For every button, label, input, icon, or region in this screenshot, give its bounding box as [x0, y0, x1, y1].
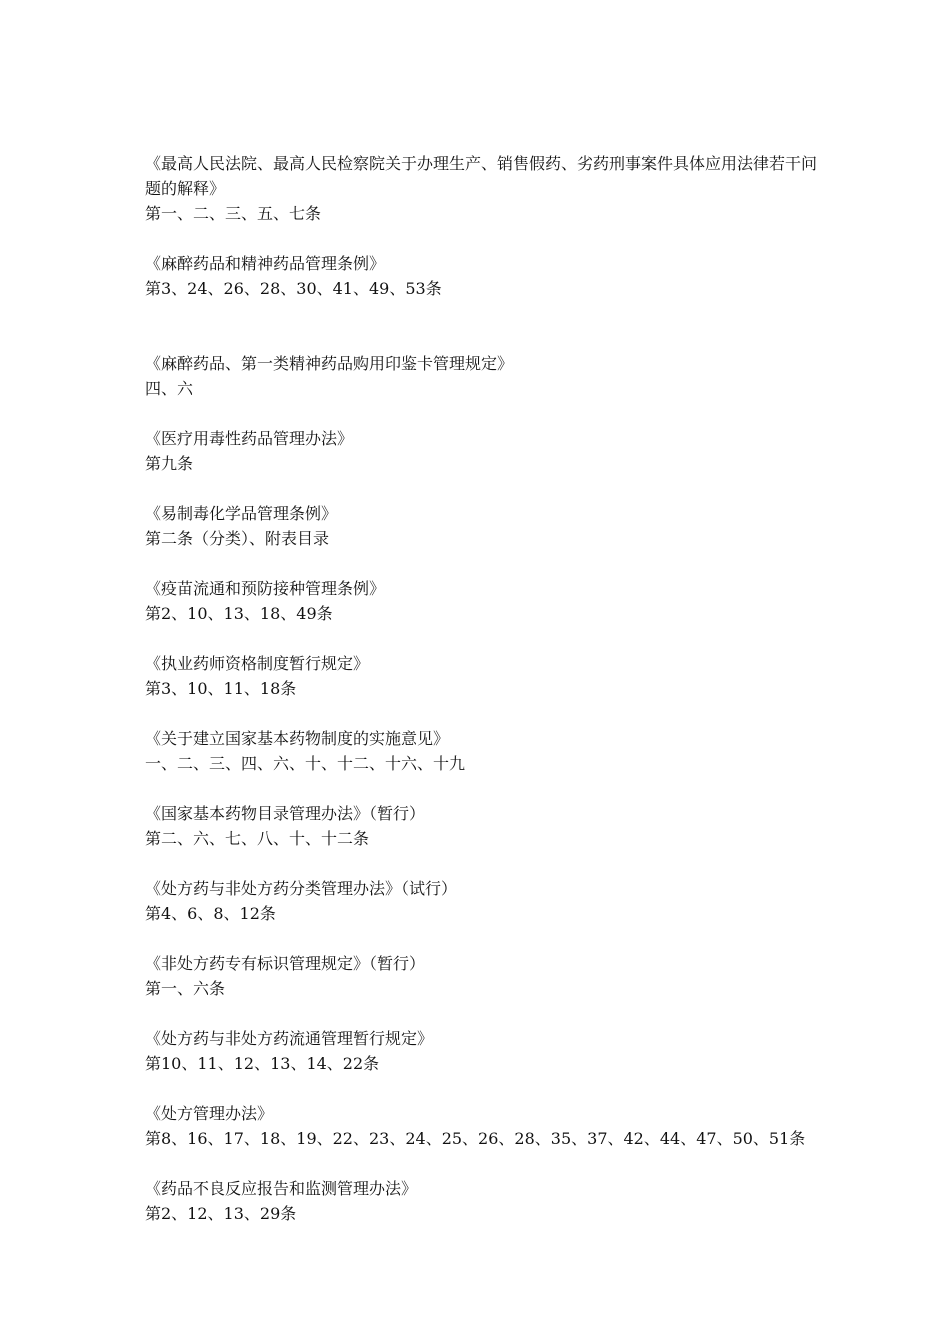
regulation-title: 《处方药与非处方药流通管理暂行规定》 [145, 1029, 434, 1048]
regulation-entry [145, 951, 825, 1001]
regulation-title: 《药品不良反应报告和监测管理办法》 [145, 1179, 418, 1198]
regulation-title: 《关于建立国家基本药物制度的实施意见》 [145, 729, 450, 748]
regulation-entry [145, 351, 825, 401]
regulation-entry [145, 501, 825, 551]
regulation-articles: 第一、二、三、五、七条 [145, 204, 322, 223]
regulation-title: 《麻醉药品、第一类精神药品购用印鉴卡管理规定》 [145, 354, 514, 373]
regulation-title: 《国家基本药物目录管理办法》（暂行） [145, 804, 426, 823]
regulation-title: 《最高人民法院、最高人民检察院关于办理生产、销售假药、劣药刑事案件具体应用法律若干问题的解释》 [145, 154, 818, 198]
regulation-title: 《执业药师资格制度暂行规定》 [145, 654, 370, 673]
regulation-entry [145, 251, 825, 301]
regulation-articles: 一、二、三、四、六、十、十二、十六、十九 [145, 754, 466, 773]
regulation-articles: 第8、16、17、18、19、22、23、24、25、26、28、35、37、42、44、47、50、51条 [145, 1129, 806, 1148]
regulation-title: 《处方药与非处方药分类管理办法》（试行） [145, 879, 458, 898]
regulation-title: 《医疗用毒性药品管理办法》 [145, 429, 354, 448]
regulation-entry [145, 576, 825, 626]
regulation-entry [145, 651, 825, 701]
regulation-entry [145, 1101, 825, 1151]
regulation-articles: 第二条（分类）、附表目录 [145, 529, 330, 548]
regulation-articles: 第4、6、8、12条 [145, 904, 276, 923]
regulation-title: 《易制毒化学品管理条例》 [145, 504, 338, 523]
regulation-list [145, 151, 825, 1251]
regulation-title: 《疫苗流通和预防接种管理条例》 [145, 579, 386, 598]
regulation-entry [145, 1026, 825, 1076]
regulation-articles: 第二、六、七、八、十、十二条 [145, 829, 370, 848]
regulation-articles: 第一、六条 [145, 979, 226, 998]
regulation-articles: 第3、24、26、28、30、41、49、53条 [145, 279, 442, 298]
regulation-entry [145, 1176, 825, 1226]
regulation-entry [145, 151, 825, 226]
regulation-title: 《非处方药专有标识管理规定》（暂行） [145, 954, 426, 973]
regulation-articles: 第2、12、13、29条 [145, 1204, 297, 1223]
regulation-articles: 第2、10、13、18、49条 [145, 604, 333, 623]
regulation-entry [145, 801, 825, 851]
regulation-articles: 第九条 [145, 454, 194, 473]
regulation-title: 《处方管理办法》 [145, 1104, 274, 1123]
regulation-entry [145, 876, 825, 926]
regulation-articles: 四、六 [145, 379, 194, 398]
regulation-entry [145, 426, 825, 476]
regulation-title: 《麻醉药品和精神药品管理条例》 [145, 254, 386, 273]
regulation-articles: 第10、11、12、13、14、22条 [145, 1054, 380, 1073]
regulation-entry [145, 726, 825, 776]
regulation-articles: 第3、10、11、18条 [145, 679, 297, 698]
